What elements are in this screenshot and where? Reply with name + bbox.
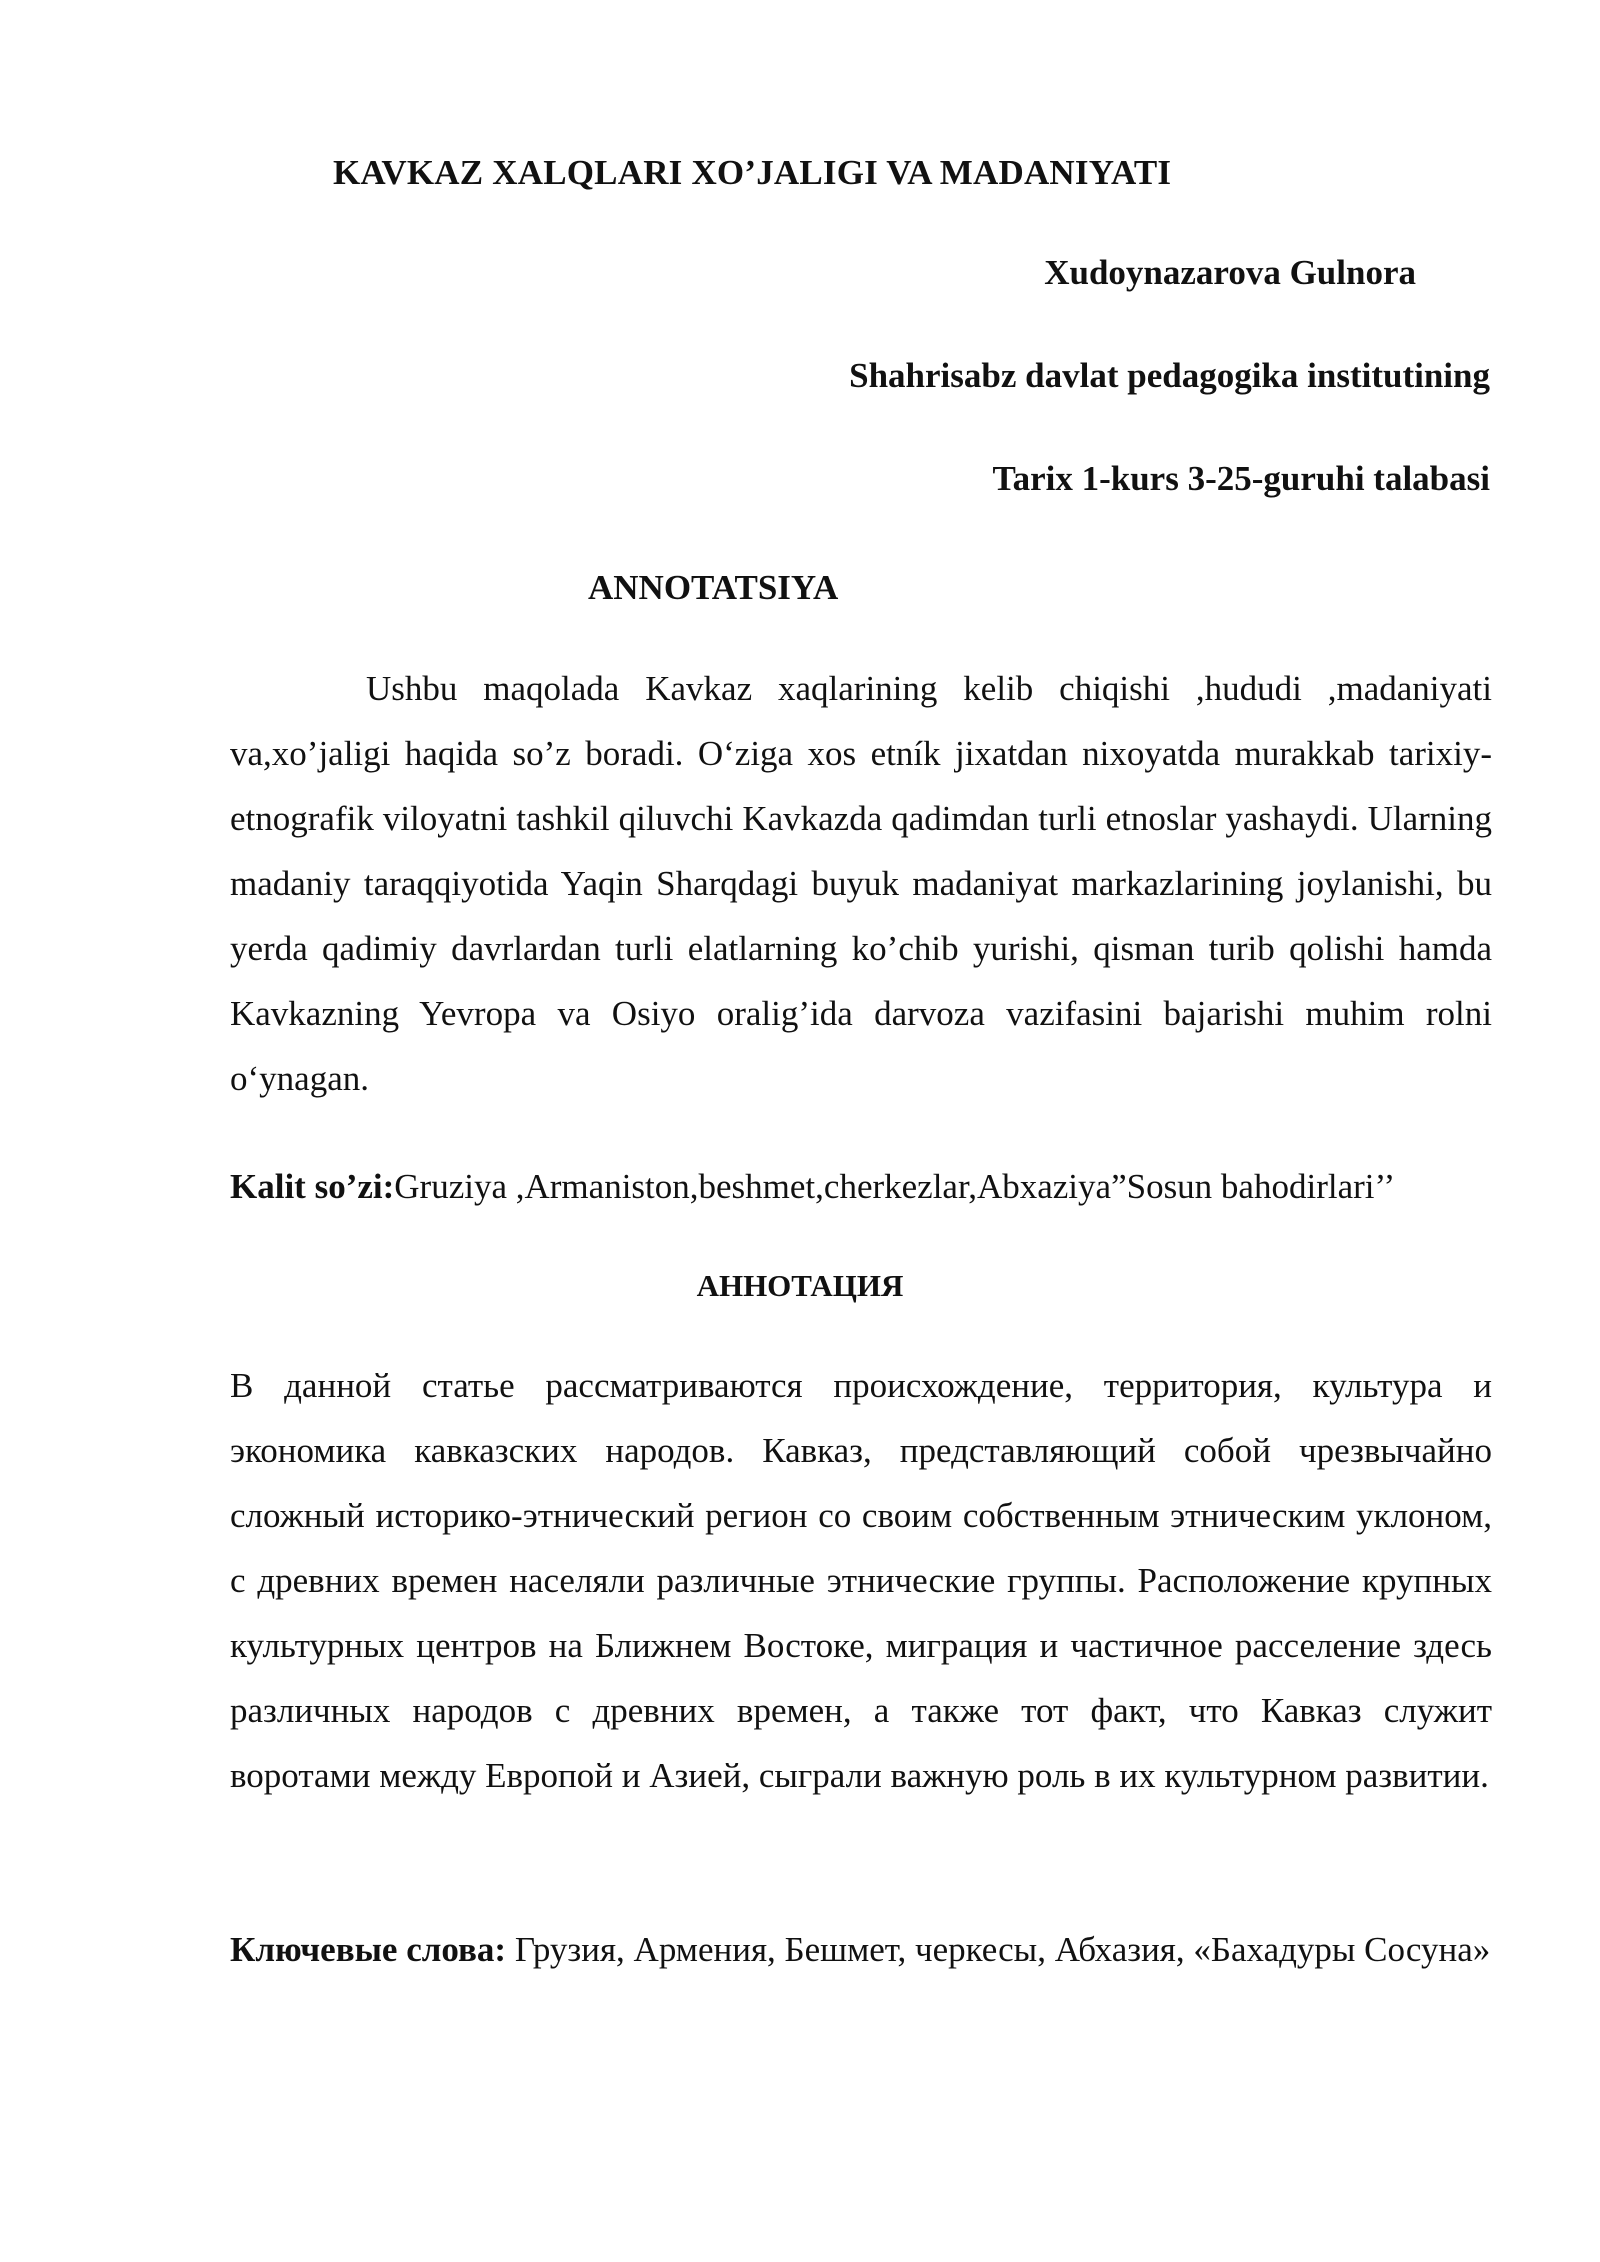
keywords-uz: [230, 1154, 1492, 1219]
author-name: Xudoynazarova Gulnora: [1044, 253, 1416, 292]
article-title: KAVKAZ XALQLARI XO’JALIGI VA MADANIYATI: [333, 153, 1172, 192]
keywords-label-uz: Kalit so’zi:: [230, 1167, 395, 1206]
annotation-heading-ru: АННОТАЦИЯ: [696, 1268, 904, 1303]
author-institution: Shahrisabz davlat pedagogika institutining: [849, 356, 1490, 395]
author-info: [849, 255, 1490, 496]
annotation-heading-uz: ANNOTATSIYA: [588, 568, 839, 607]
keywords-label-ru: Ключевые слова:: [230, 1930, 507, 1969]
keywords-ru: [230, 1917, 1492, 1982]
keywords-list-uz: Gruziya ,Armaniston,beshmet,cherkezlar,Abxaziya”Sosun bahodirlari’’: [394, 1167, 1396, 1206]
keywords-list-ru: Грузия, Армения, Бешмет, черкесы, Абхазия, «Бахадуры Сосуна»: [506, 1930, 1491, 1969]
annotation-text-ru: В данной статье рассматриваются происхождение, территория, культура и экономика кавказских народов. Кавказ, представляющий собой чрезвычайно сложный историко-этнический регион со своим собственным этническим уклоном, с древних времен населяли различные этнические группы. Расположение крупных культурных центров на Ближнем Востоке, миграция и частичное расселение здесь различных народов с древних времен, а также тот факт, что Кавказ служит воротами между Европой и Азией, сыграли важную роль в их культурном развитии.: [230, 1366, 1492, 1795]
author-status: Tarix 1-kurs 3-25-guruhi talabasi: [992, 459, 1490, 498]
annotation-text-uz: Ushbu maqolada Kavkaz xaqlarining kelib chiqishi ,hududi ,madaniyati va,xo’jaligi haqida so’z boradi. O‘ziga xos etník jixatdan nixoyatda murakkab tarixiy-etnografik viloyatni tashkil qiluvchi Kavkazda qadimdan turli etnoslar yashaydi. Ularning madaniy taraqqiyotida Yaqin Sharqdagi buyuk madaniyat markazlarining joylanishi, bu yerda qadimiy davrlardan turli elatlarning ko’chib yurishi, qisman turib qolishi hamda Kavkazning Yevropa va Osiyo oralig’ida darvoza vazifasini bajarishi muhim rolni o‘ynagan.: [230, 669, 1492, 1098]
